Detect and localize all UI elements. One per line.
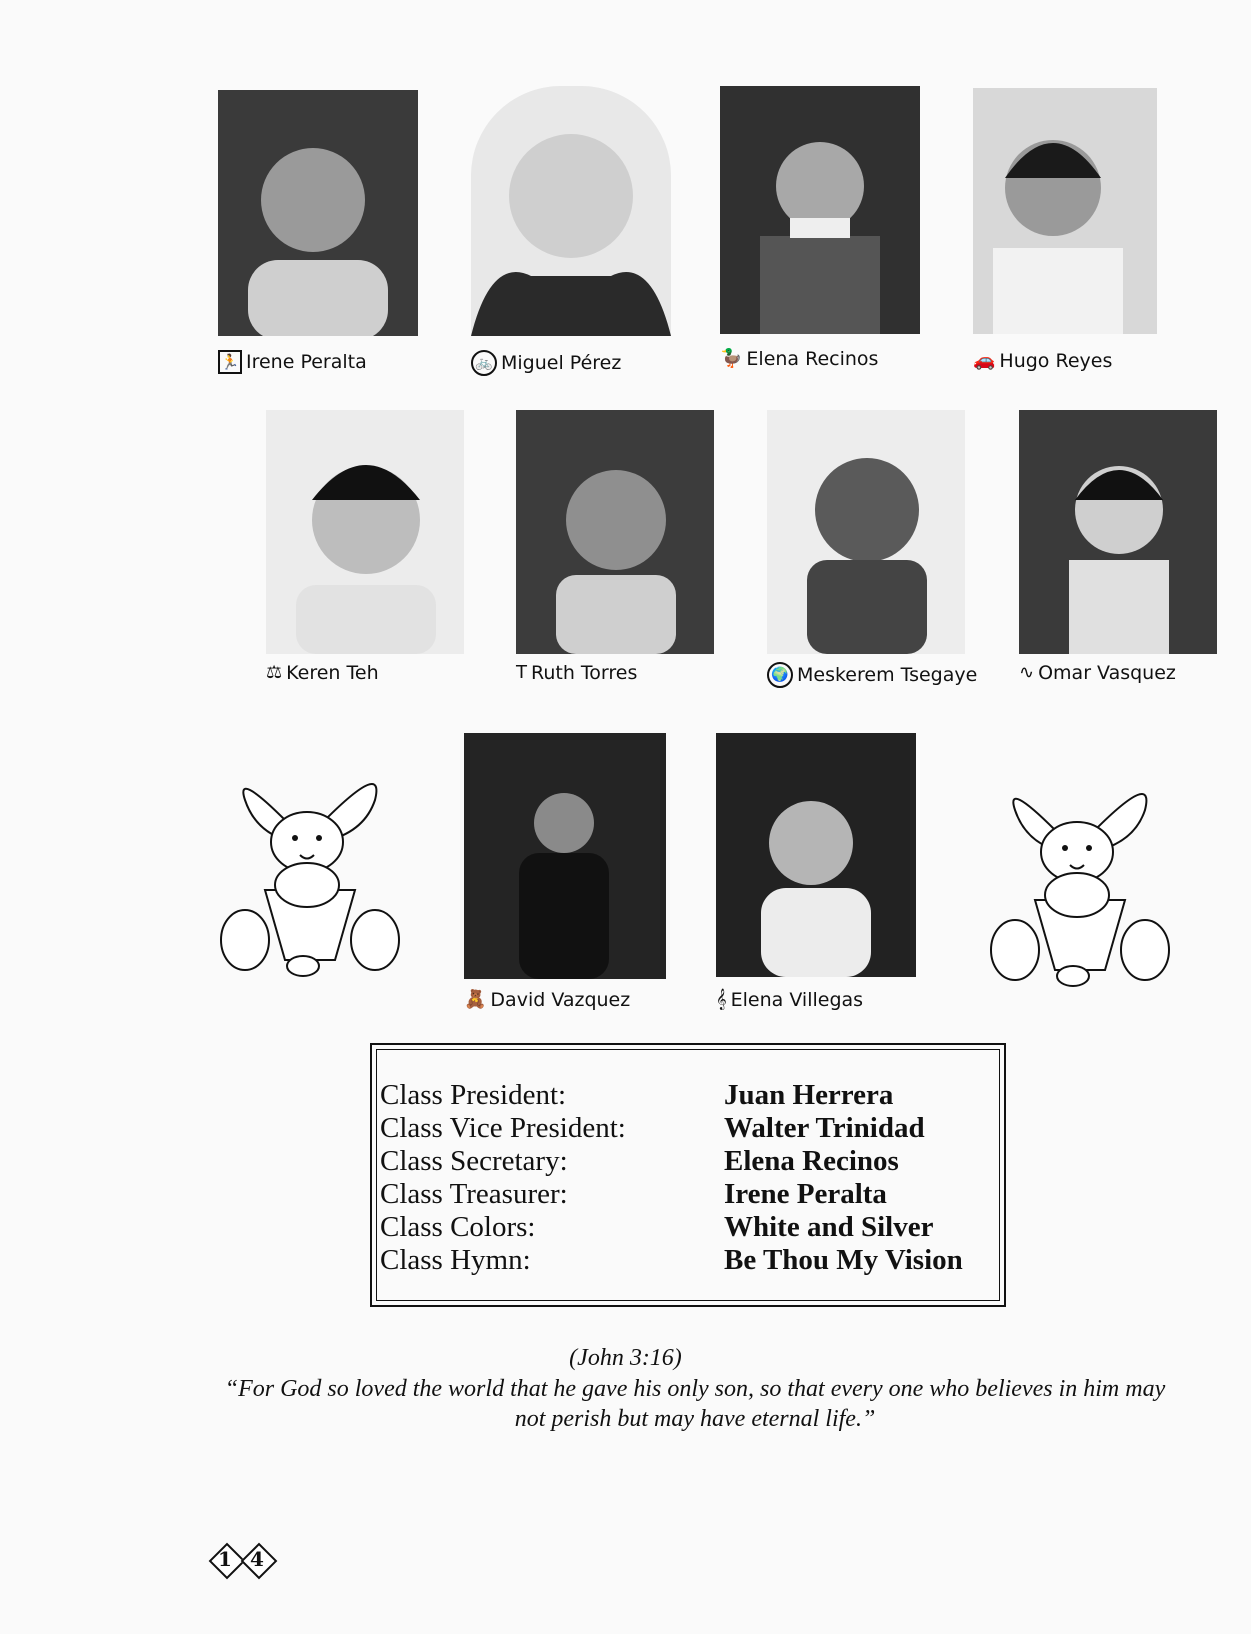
student-name: Elena Recinos — [746, 348, 879, 370]
student-photo — [516, 410, 714, 654]
student-card — [716, 733, 926, 1023]
officer-label: Class Treasurer: — [380, 1178, 568, 1210]
runner-icon: 🏃 — [218, 350, 242, 374]
car-icon: 🚗 — [973, 350, 996, 371]
student-photo — [1019, 410, 1217, 654]
officer-value: Walter Trinidad — [724, 1112, 925, 1144]
officer-label: Class President: — [380, 1079, 567, 1111]
student-photo — [720, 86, 920, 334]
officer-value: Irene Peralta — [724, 1178, 887, 1210]
officer-row — [380, 1145, 963, 1178]
photo-silhouette — [218, 90, 418, 336]
student-name: Elena Villegas — [730, 989, 864, 1011]
page-number-digit — [242, 1544, 272, 1574]
duck-icon: 🦆 — [720, 348, 743, 369]
student-name: Hugo Reyes — [999, 350, 1113, 372]
worm-icon: ∿ — [1019, 662, 1035, 683]
student-photo — [218, 90, 418, 336]
officer-value: Be Thou My Vision — [724, 1244, 963, 1276]
officer-value: White and Silver — [724, 1211, 934, 1243]
student-name: Ruth Torres — [531, 662, 638, 684]
bear-icon: 🧸 — [464, 989, 487, 1010]
scales-icon: ⚖ — [266, 662, 283, 683]
student-photo — [266, 410, 464, 654]
officer-row — [380, 1244, 963, 1277]
student-card — [720, 86, 920, 380]
photo-silhouette — [464, 733, 666, 979]
photo-silhouette — [716, 733, 916, 977]
student-caption — [516, 662, 716, 684]
student-photo — [471, 86, 671, 336]
student-photo — [464, 733, 666, 979]
student-photo — [716, 733, 916, 977]
easter-bunny-icon — [985, 770, 1175, 1000]
student-card — [767, 410, 987, 692]
easter-bunny-icon — [215, 760, 405, 990]
officer-label: Class Hymn: — [380, 1244, 531, 1276]
photo-silhouette — [471, 86, 671, 336]
globe-icon: 🌍 — [767, 662, 793, 688]
treble-clef-icon: 𝄞 — [716, 989, 727, 1010]
class-officers-box — [370, 1043, 1006, 1307]
officer-label: Class Vice President: — [380, 1112, 626, 1144]
student-name: Omar Vasquez — [1038, 662, 1176, 684]
officer-row — [380, 1079, 963, 1112]
student-card — [266, 410, 466, 692]
hammer-icon: T — [516, 662, 527, 683]
student-name: Miguel Pérez — [501, 352, 622, 374]
verse-text: “For God so loved the world that he gave his only son, so that every one who believes in him may not perish but may have eternal life.” — [224, 1376, 1166, 1432]
class-officers-table — [380, 1079, 963, 1277]
officer-label: Class Colors: — [380, 1211, 536, 1243]
page-number — [210, 1544, 272, 1574]
student-name: Irene Peralta — [246, 351, 367, 373]
student-card — [218, 90, 418, 380]
student-caption — [471, 350, 671, 376]
student-caption — [720, 348, 920, 370]
student-photo — [767, 410, 965, 654]
photo-silhouette — [767, 410, 965, 654]
photo-silhouette — [516, 410, 714, 654]
student-caption — [464, 989, 674, 1011]
officer-row — [380, 1178, 963, 1211]
officer-row — [380, 1211, 963, 1244]
student-card — [464, 733, 674, 1023]
photo-silhouette — [720, 86, 920, 334]
officer-label: Class Secretary: — [380, 1145, 568, 1177]
student-card — [1019, 410, 1229, 692]
no-bike-icon: 🚲 — [471, 350, 497, 376]
student-caption — [266, 662, 466, 684]
student-caption — [767, 662, 987, 688]
photo-silhouette — [1019, 410, 1217, 654]
student-card — [973, 88, 1173, 380]
photo-silhouette — [266, 410, 464, 654]
student-name: Meskerem Tsegaye — [797, 664, 978, 686]
officer-row — [380, 1112, 963, 1145]
student-name: David Vazquez — [490, 989, 631, 1011]
page-number-digit-text: 1 — [218, 1547, 232, 1571]
student-caption — [1019, 662, 1229, 684]
photo-silhouette — [973, 88, 1157, 334]
student-card — [516, 410, 716, 692]
student-caption — [716, 989, 926, 1011]
page-number-digit-text: 4 — [250, 1547, 264, 1571]
student-caption — [973, 350, 1173, 372]
officer-value: Elena Recinos — [724, 1145, 899, 1177]
officer-value: Juan Herrera — [724, 1079, 894, 1111]
student-caption — [218, 350, 418, 374]
page-number-digit — [210, 1544, 240, 1574]
student-card — [471, 86, 671, 380]
student-photo — [973, 88, 1157, 334]
student-name: Keren Teh — [286, 662, 379, 684]
verse-reference: (John 3:16) — [569, 1345, 682, 1371]
